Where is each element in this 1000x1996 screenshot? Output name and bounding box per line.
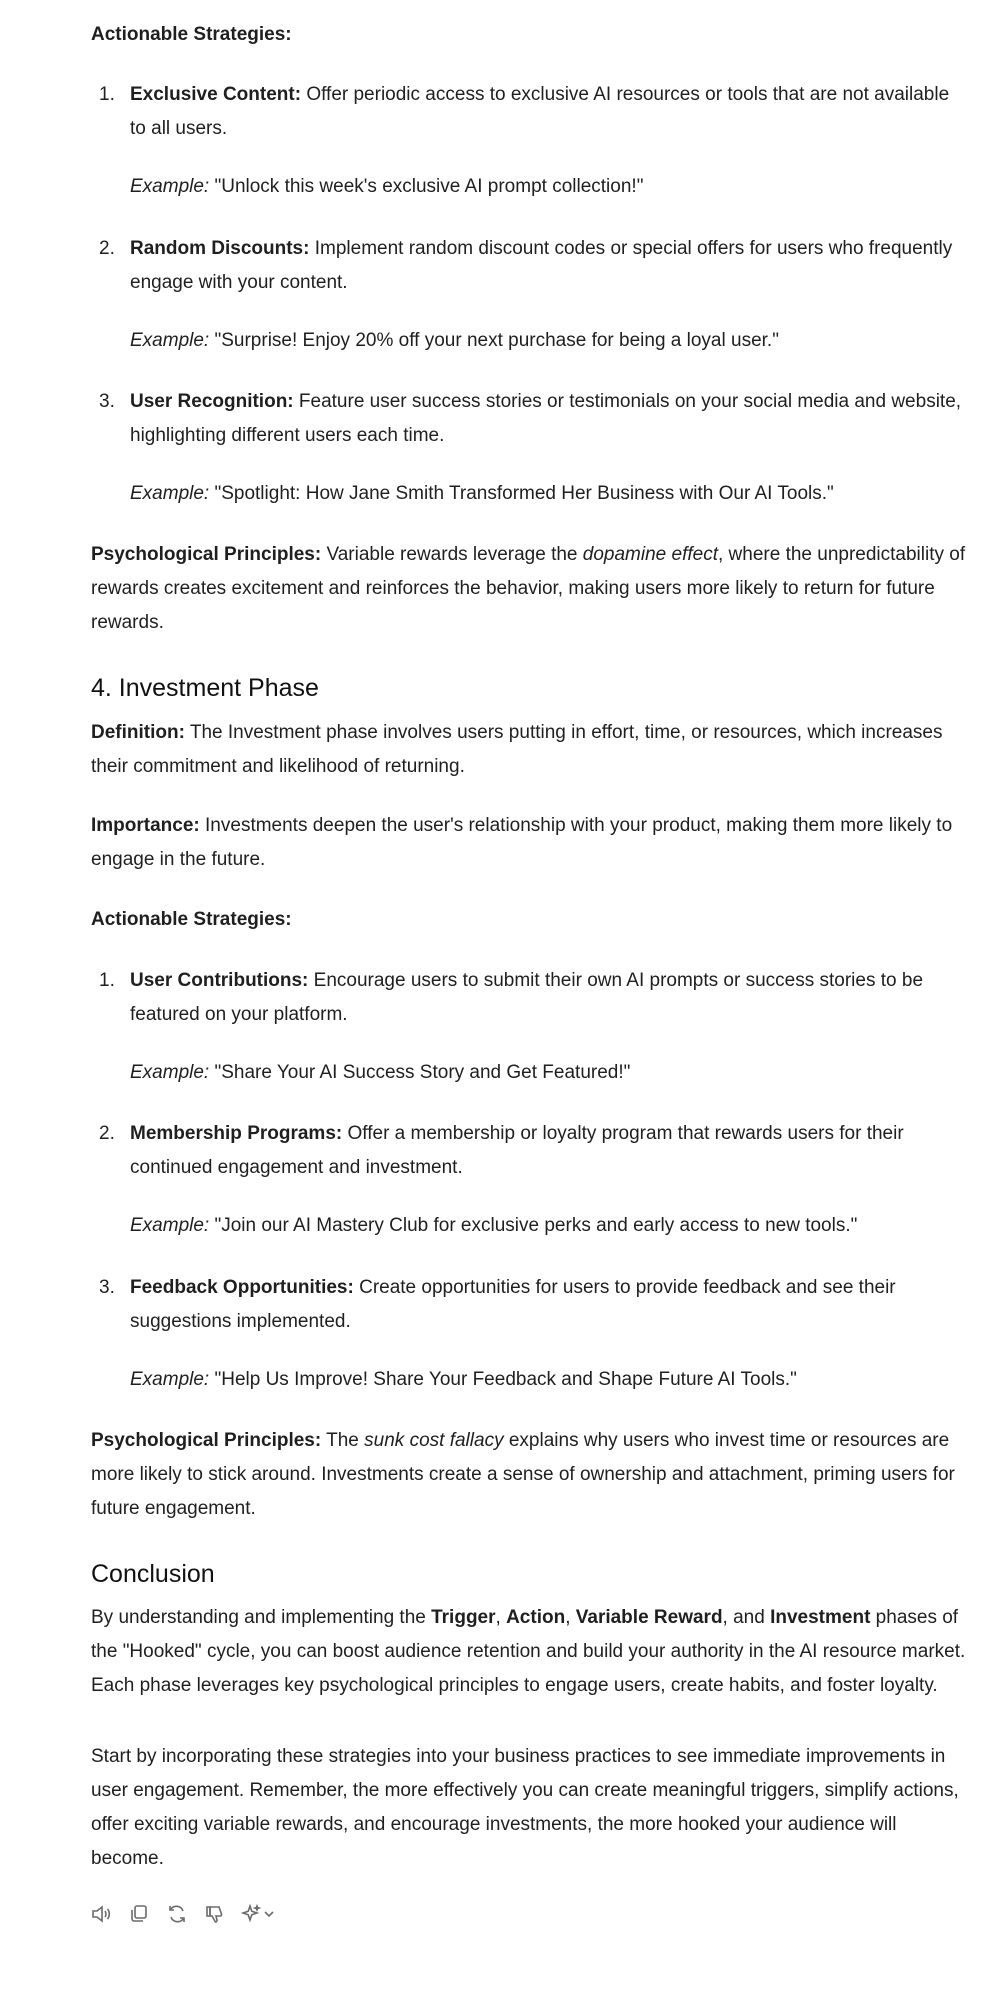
item-title: User Contributions: (130, 970, 309, 991)
message-actions-toolbar (88, 1900, 292, 1928)
example-line: Example: "Share Your AI Success Story and Get Featured!" (130, 1062, 631, 1083)
sparkle-icon[interactable] (240, 1901, 280, 1927)
example-line: Example: "Unlock this week's exclusive AI prompt collection!" (130, 176, 644, 197)
actionable-strategies-heading: Actionable Strategies: (91, 24, 292, 45)
example-line: Example: "Surprise! Enjoy 20% off your next purchase for being a loyal user." (130, 330, 779, 351)
copy-icon[interactable] (126, 1901, 152, 1927)
thumbs-down-icon[interactable] (202, 1901, 228, 1927)
item-title: Exclusive Content: (130, 84, 302, 105)
conclusion-paragraph-2: Start by incorporating these strategies into your business practices to see immediate improvements in user engagement. Remember, the more effectively you can create meaningful triggers, simplify actions, offer exciting variable rewards, and encourage investments, the more hooked your audience will become. (91, 1746, 959, 1869)
psychological-principles-paragraph: Psychological Principles: Variable rewards leverage the dopamine effect, where the unpredictability of rewards creates excitement and reinforces the behavior, making users more likely to return for future rewards. (91, 544, 966, 633)
definition-paragraph: Definition: The Investment phase involves users putting in effort, time, or resources, which increases their commitment and likelihood of returning. (91, 722, 943, 777)
example-line: Example: "Join our AI Mastery Club for exclusive perks and early access to new tools." (130, 1215, 858, 1236)
item-title: Random Discounts: (130, 238, 310, 259)
example-line: Example: "Spotlight: How Jane Smith Transformed Her Business with Our AI Tools." (130, 483, 834, 504)
example-line: Example: "Help Us Improve! Share Your Feedback and Shape Future AI Tools." (130, 1369, 797, 1390)
actionable-strategies-heading: Actionable Strategies: (91, 909, 292, 930)
item-title: Membership Programs: (130, 1123, 343, 1144)
regenerate-icon[interactable] (164, 1901, 190, 1927)
psychological-principles-paragraph: Psychological Principles: The sunk cost fallacy explains why users who invest time or resources are more likely to stick around. Investments create a sense of ownership and attachment, priming users for future engagement. (91, 1430, 955, 1519)
conclusion-paragraph-1: By understanding and implementing the Trigger, Action, Variable Reward, and Investment phases of the "Hooked" cycle, you can boost audience retention and build your authority in the AI resource market. Each phase leverages key psychological principles to engage users, create habits, and foster loyalty. (91, 1607, 966, 1696)
section-heading: 4. Investment Phase (91, 674, 319, 702)
item-title: User Recognition: (130, 391, 294, 412)
conclusion-heading: Conclusion (91, 1560, 215, 1588)
read-aloud-icon[interactable] (88, 1901, 114, 1927)
importance-paragraph: Importance: Investments deepen the user's relationship with your product, making them more likely to engage in the future. (91, 815, 953, 870)
item-title: Feedback Opportunities: (130, 1277, 354, 1298)
